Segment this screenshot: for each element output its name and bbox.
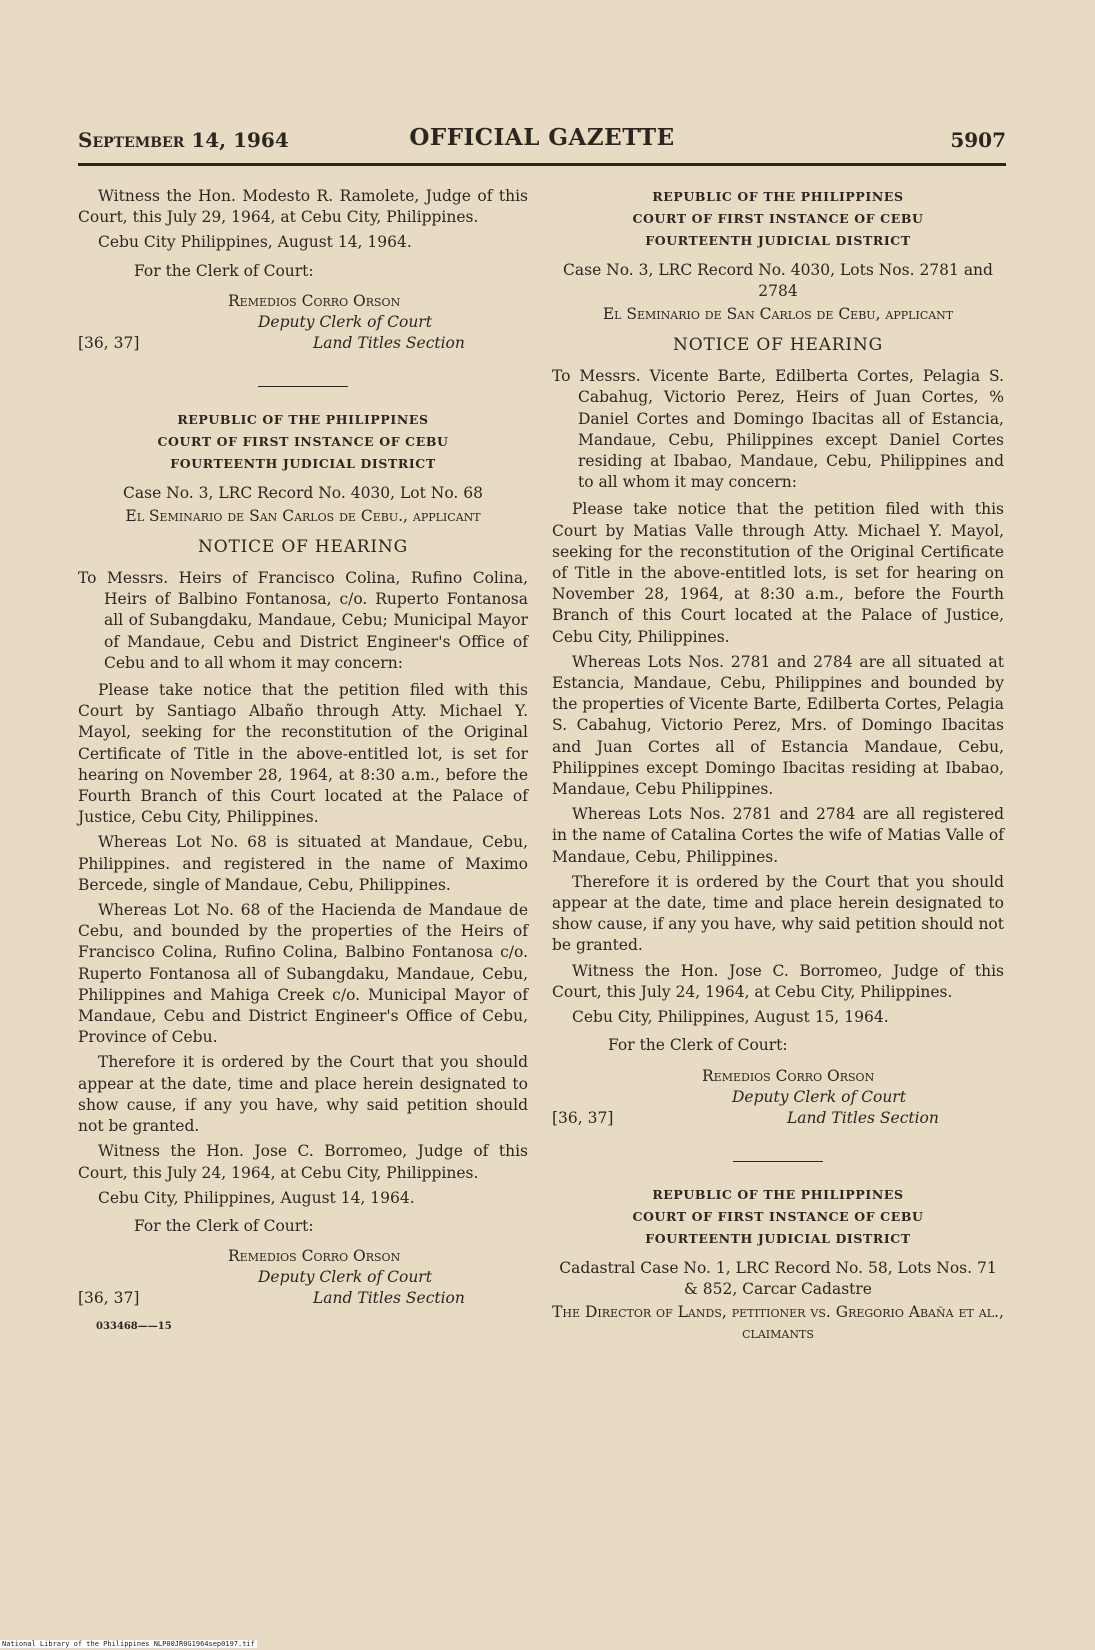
signer-section: Land Titles Section — [787, 1108, 939, 1127]
signer-name: Remedios Corro Orson — [228, 291, 401, 310]
notice-paragraph: Whereas Lot No. 68 is situated at Mandaue, Cebu, Philippines. and registered in the name of Maximo Bercede, single of Mandaue, Cebu, Philippines. — [78, 833, 528, 894]
court-line: FOURTEENTH JUDICIAL DISTRICT — [645, 233, 911, 248]
court-line: REPUBLIC OF THE PHILIPPINES — [652, 1186, 904, 1202]
for-clerk: For the Clerk of Court: — [134, 1216, 314, 1235]
notice-signature — [552, 1067, 1004, 1137]
page-number: 5907 — [950, 128, 1006, 152]
issue-ref: [36, 37] — [78, 1289, 140, 1308]
notice-title: NOTICE OF HEARING — [198, 536, 408, 557]
case-line: Case No. 3, LRC Record No. 4030, Lot No. 68 — [123, 483, 483, 502]
header-rule — [78, 163, 1006, 166]
signer-section: Land Titles Section — [313, 1289, 465, 1308]
notice-signature — [78, 1247, 528, 1317]
publication-title: OFFICIAL GAZETTE — [409, 124, 675, 151]
carryover-signature — [78, 292, 528, 362]
signer-name: Remedios Corro Orson — [228, 1247, 401, 1266]
signer-name: Remedios Corro Orson — [702, 1066, 875, 1085]
case-line: Cadastral Case No. 1, LRC Record No. 58, Lots Nos. 71 & 852, Carcar Cadastre — [559, 1258, 997, 1298]
addressee: To Messrs. Heirs of Francisco Colina, Rufino Colina, Heirs of Balbino Fontanosa, c/o. Ruperto Fontanosa all of Subangdaku, Mandaue, Cebu; Municipal Mayor of Mandaue, Cebu and District Engineer's Office of Cebu and to all whom it may concern: — [78, 569, 528, 672]
carryover-place-date: Cebu City Philippines, August 14, 1964. — [98, 233, 412, 252]
court-line: REPUBLIC OF THE PHILIPPINES — [177, 411, 429, 427]
place-date: Cebu City, Philippines, August 14, 1964. — [98, 1188, 415, 1207]
scan-credit: National Library of the Philippines NLP00JR0G1964sep0197.tif — [2, 1640, 255, 1648]
header-date: September 14, 1964 — [78, 128, 289, 152]
notice-paragraph: Whereas Lot No. 68 of the Hacienda de Mandaue de Cebu, and bounded by the properties of the Heirs of Francisco Colina, Rufino Colina, Balbino Fontanosa c/o. Ruperto Fontanosa all of Subangdaku, Mandaue, Cebu, Philippines and Mahiga Creek c/o. Municipal Mayor of Mandaue, Cebu and District Engineer's Office of Cebu, Province of Cebu. — [78, 901, 528, 1047]
notice-paragraph: Therefore it is ordered by the Court that you should appear at the date, time and place herein designated to show cause, if any you have, why said petition should not be granted. — [78, 1053, 528, 1136]
addressee: To Messrs. Vicente Barte, Edilberta Cortes, Pelagia S. Cabahug, Victorio Perez, Heirs of Juan Cortes, % Daniel Cortes and Domingo Ibacitas all of Estancia, Mandaue, Cebu, Philippines except Daniel Cortes residing at Ibabao, Mandaue, Cebu, Philippines and to all whom it may concern: — [552, 367, 1004, 492]
left-column — [78, 186, 528, 1332]
court-heading — [552, 186, 1004, 252]
notice-paragraph: Witness the Hon. Jose C. Borromeo, Judge of this Court, this July 24, 1964, at Cebu City, Philippines. — [78, 1142, 528, 1182]
court-line: COURT OF FIRST INSTANCE OF CEBU — [157, 433, 449, 449]
place-date: Cebu City, Philippines, August 15, 1964. — [572, 1008, 889, 1027]
notice-paragraph: Please take notice that the petition filed with this Court by Matias Valle through Atty. Michael Y. Mayol, seeking for the reconstitution of the Original Certificate of Title in the above-entitled lots, is set for hearing on November 28, 1964, at 8:30 a.m., before the Fourth Branch of this Court located at the Palace of Justice, Cebu City, Philippines. — [552, 500, 1004, 646]
court-line: FOURTEENTH JUDICIAL DISTRICT — [645, 1230, 911, 1246]
court-heading — [78, 409, 528, 475]
case-line: Case No. 3, LRC Record No. 4030, Lots Nos. 2781 and 2784 — [563, 261, 993, 300]
section-divider — [258, 386, 348, 387]
carryover-witness: Witness the Hon. Modesto R. Ramolete, Judge of this Court, this July 29, 1964, at Cebu City, Philippines. — [78, 187, 528, 227]
applicant-line: El Seminario de San Carlos de Cebu., applicant — [125, 506, 481, 525]
court-line: REPUBLIC OF THE PHILIPPINES — [652, 189, 904, 204]
page-header — [78, 124, 1006, 156]
for-clerk: For the Clerk of Court: — [608, 1036, 788, 1055]
carryover-for-clerk: For the Clerk of Court: — [134, 261, 314, 280]
section-divider — [733, 1161, 823, 1162]
right-column — [552, 186, 1004, 1344]
court-line: FOURTEENTH JUDICIAL DISTRICT — [170, 455, 436, 471]
notice-paragraph: Witness the Hon. Jose C. Borromeo, Judge of this Court, this July 24, 1964, at Cebu City, Philippines. — [552, 961, 1004, 1001]
issue-ref: [36, 37] — [78, 333, 140, 352]
signer-role: Deputy Clerk of Court — [732, 1087, 906, 1106]
court-line: COURT OF FIRST INSTANCE OF CEBU — [632, 1208, 924, 1224]
court-line: COURT OF FIRST INSTANCE OF CEBU — [632, 211, 924, 226]
notice-paragraph: Therefore it is ordered by the Court that you should appear at the date, time and place herein designated to show cause, if any you have, why said petition should not be granted. — [552, 872, 1004, 955]
notice-paragraph: Whereas Lots Nos. 2781 and 2784 are all registered in the name of Catalina Cortes the wife of Matias Valle of Mandaue, Cebu, Philippines. — [552, 805, 1004, 866]
issue-ref: [36, 37] — [552, 1108, 614, 1127]
print-code: 033468——15 — [96, 1321, 172, 1333]
notice-paragraph: Please take notice that the petition filed with this Court by Santiago Albaño through Atty. Michael Y. Mayol, seeking for the reconstitution of the Original Certificate of Title in the above-entitled lot, is set for hearing on November 28, 1964, at 8:30 a.m., before the Fourth Branch of this Court located at the Palace of Justice, Cebu City, Philippines. — [78, 681, 528, 827]
signer-section: Land Titles Section — [313, 333, 465, 352]
signer-role: Deputy Clerk of Court — [258, 1268, 432, 1287]
signer-role: Deputy Clerk of Court — [258, 312, 432, 331]
notice-paragraph: Whereas Lots Nos. 2781 and 2784 are all situated at Estancia, Mandaue, Cebu, Philippines and bounded by the properties of Vicente Barte, Edilberta Cortes, Pelagia S. Cabahug, Victorio Perez, Mrs. of Domingo Ibacitas and Juan Cortes all of Estancia Mandaue, Cebu, Philippines except Domingo Ibacitas residing at Ibabao, Mandaue, Cebu Philippines. — [552, 652, 1004, 799]
parties-line: The Director of Lands, petitioner vs. Gregorio Abaña et al., claimants — [552, 1302, 1004, 1342]
notice-title: NOTICE OF HEARING — [673, 335, 883, 355]
applicant-line: El Seminario de San Carlos de Cebu, applicant — [602, 305, 954, 323]
court-heading — [552, 1184, 1004, 1250]
